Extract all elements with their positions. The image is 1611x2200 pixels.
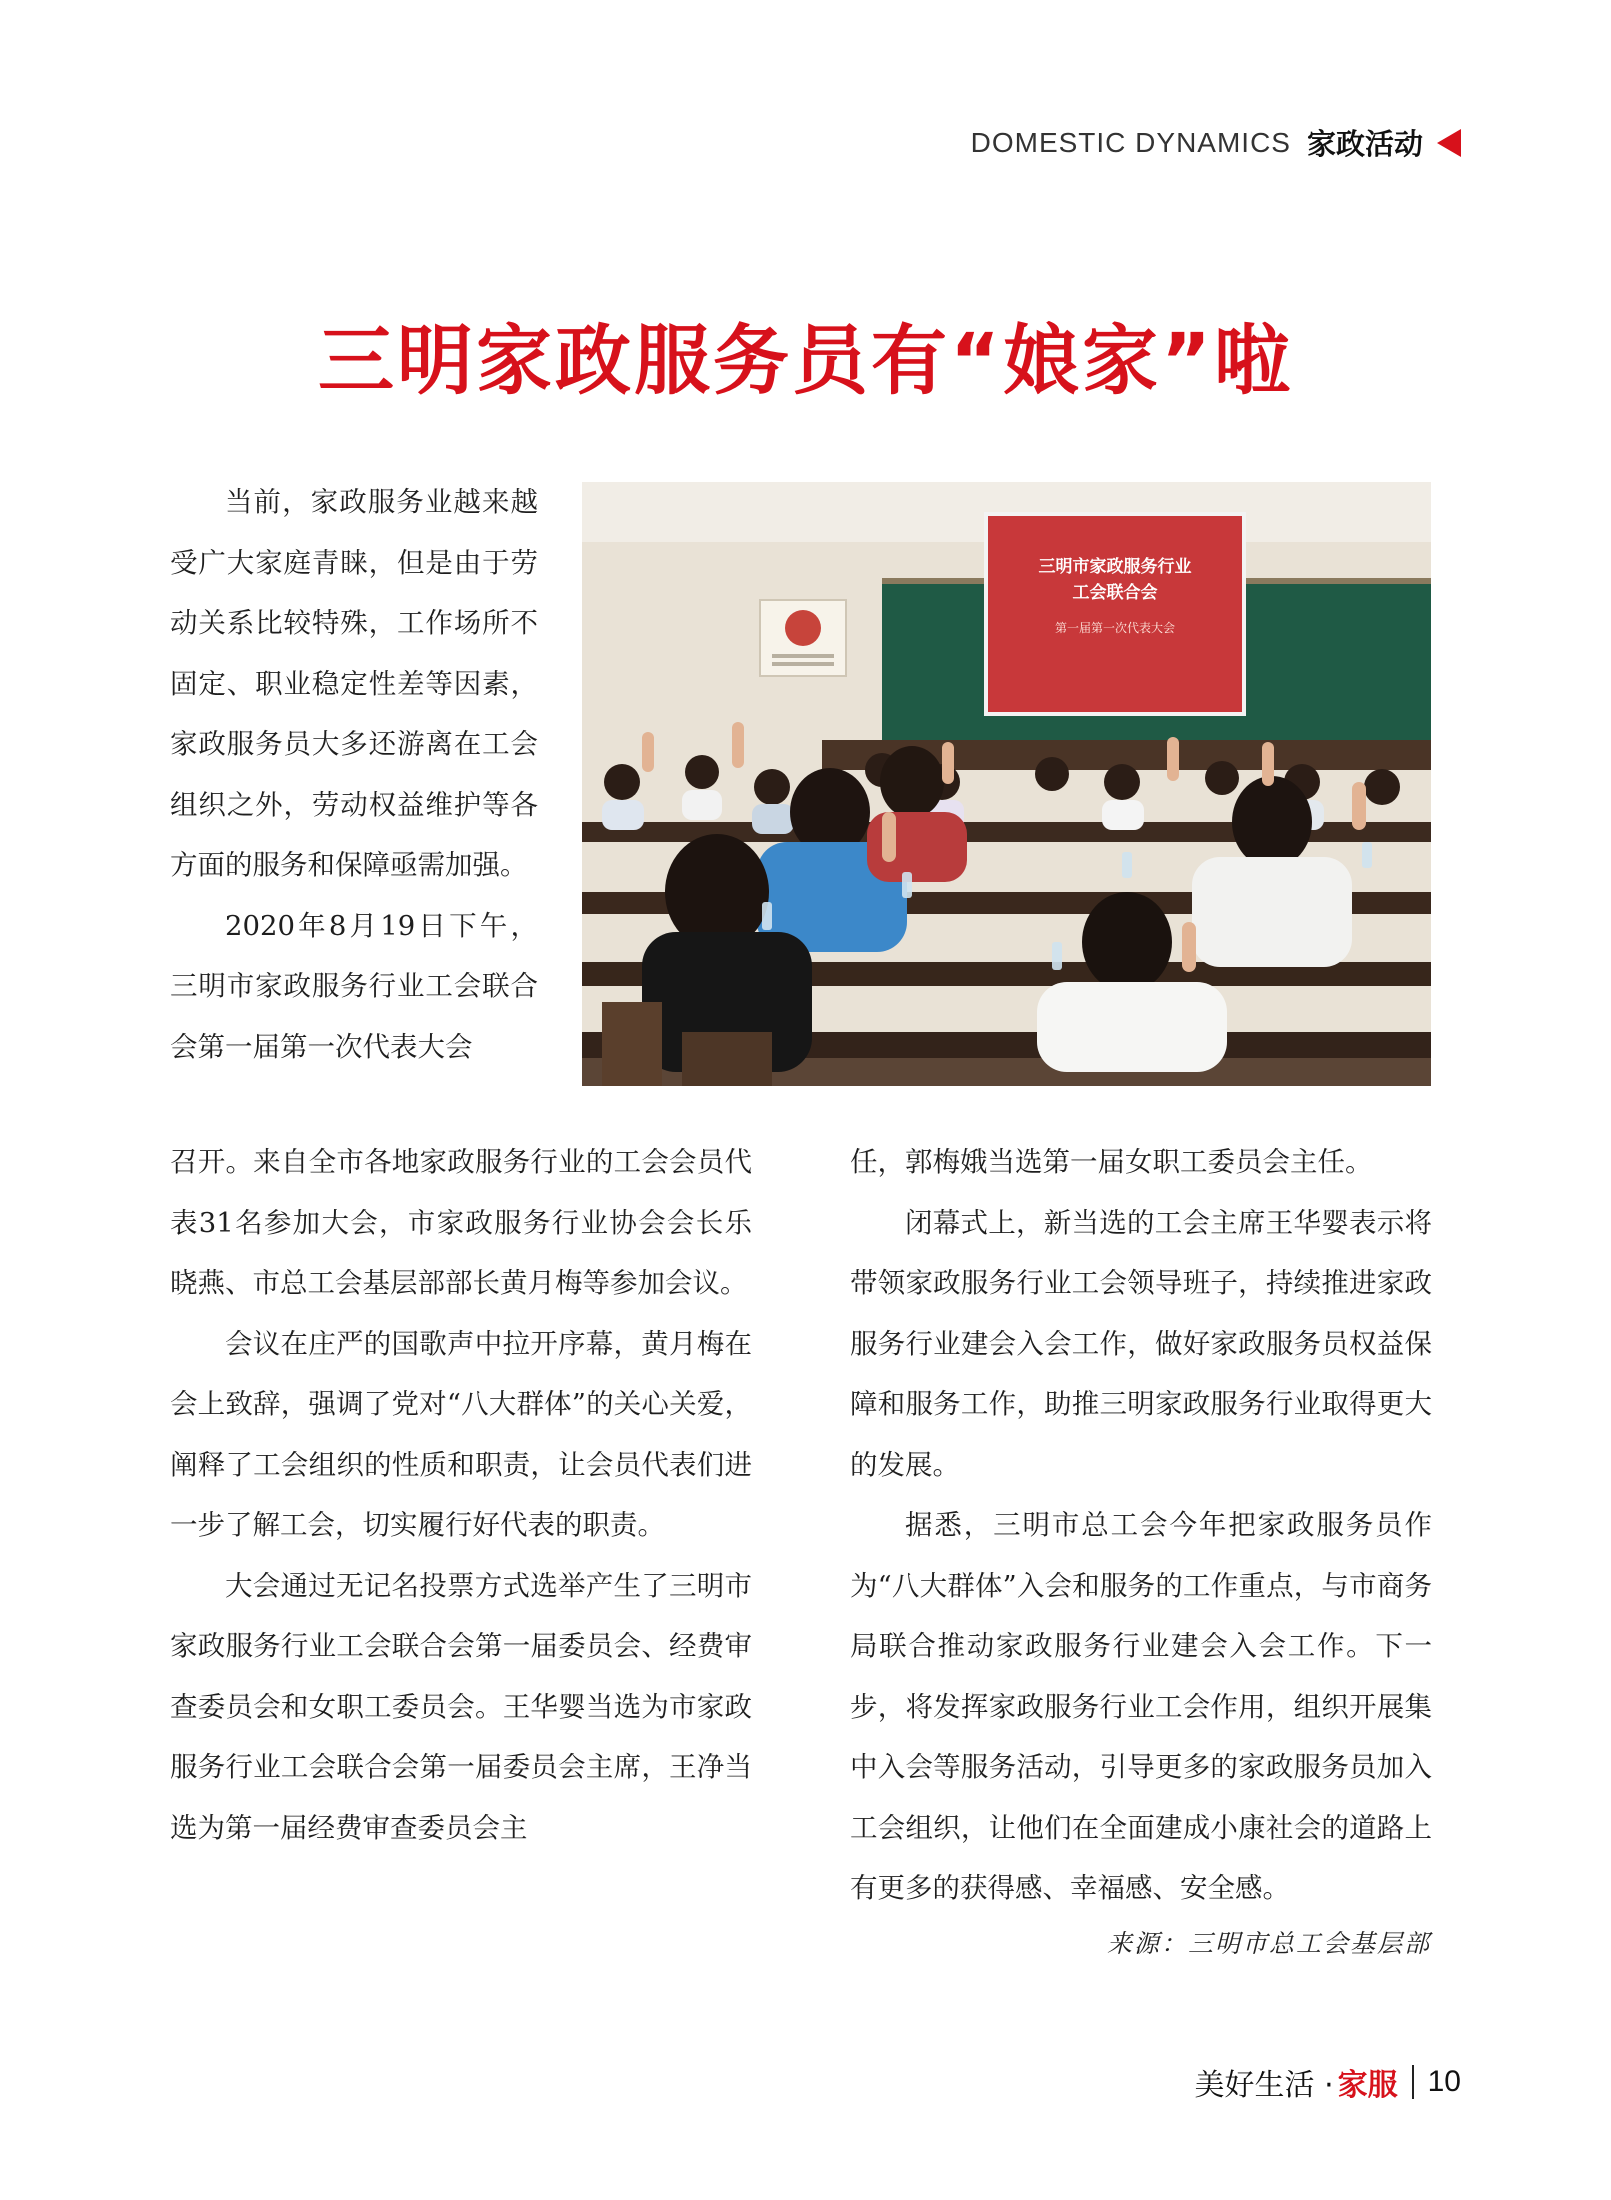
section-name: 家服 <box>1337 2068 1398 2103</box>
article-title: 三明家政服务员有“娘家”啦 <box>318 316 1293 405</box>
column-left-top <box>170 472 538 1077</box>
paragraph: 据悉，三明市总工会今年把家政服务员作为“八大群体”入会和服务的工作重点，与市商务局联合推动家政服务行业建会入会工作。下一步，将发挥家政服务行业工会作用，组织开展集中入会等服务活动，引导更多的家政服务员加入工会组织，让他们在全面建成小康社会的道路上有更多的获得感、幸福感、安全感。 <box>850 1509 1432 1904</box>
paragraph: 当前，家政服务业越来越受广大家庭青睐，但是由于劳动关系比较特殊，工作场所不固定、职业稳定性差等因素，家政服务员大多还游离在工会组织之外，劳动权益维护等各方面的服务和保障亟需加强。 <box>170 486 538 881</box>
paragraph: 会议在庄严的国歌声中拉开序幕，黄月梅在会上致辞，强调了党对“八大群体”的关心关爱，阐释了工会组织的性质和职责，让会员代表们进一步了解工会，切实履行好代表的职责。 <box>170 1327 752 1541</box>
triangle-left-icon <box>1437 129 1461 157</box>
magazine-name: 美好生活 · <box>1194 2068 1334 2103</box>
paragraph: 闭幕式上，新当选的工会主席王华婴表示将带领家政服务行业工会领导班子，持续推进家政服务行业建会入会工作，做好家政服务员权益保障和服务工作，助推三明家政服务行业取得更大的发展。 <box>850 1206 1432 1481</box>
column-left-bottom <box>170 1132 752 1858</box>
meeting-photo <box>582 482 1431 1086</box>
section-label-en: DOMESTIC DYNAMICS <box>970 126 1291 158</box>
page-footer <box>1195 2060 1461 2104</box>
paragraph-continuation: 召开。来自全市各地家政服务行业的工会会员代表31名参加大会，市家政服务行业协会会长乐晓燕、市总工会基层部部长黄月梅等参加会议。 <box>170 1146 752 1299</box>
page-number: 10 <box>1427 2065 1461 2098</box>
paragraph: 2020年8月19日下午，三明市家政服务行业工会联合会第一届第一次代表大会 <box>170 909 538 1063</box>
screen-subtitle: 第一届第一次代表大会 <box>1054 621 1176 635</box>
page-header <box>971 122 1461 163</box>
screen-title-line2: 工会联合会 <box>1072 583 1158 603</box>
footer-divider <box>1412 2065 1414 2099</box>
paragraph: 大会通过无记名投票方式选举产生了三明市家政服务行业工会联合会第一届委员会、经费审查委员会和女职工委员会。王华婴当选为市家政服务行业工会联合会第一届委员会主席，王净当选为第一届经费审查委员会主 <box>170 1569 752 1844</box>
section-label-cn: 家政活动 <box>1306 127 1423 161</box>
screen-title-line1: 三明市家政服务行业 <box>1038 557 1192 577</box>
column-right <box>850 1132 1432 1919</box>
article-source: 来源：三明市总工会基层部 <box>1106 1929 1431 1958</box>
paragraph-continuation: 任，郭梅娥当选第一届女职工委员会主任。 <box>850 1146 1373 1178</box>
meeting-photo-illustration <box>582 482 1431 1086</box>
